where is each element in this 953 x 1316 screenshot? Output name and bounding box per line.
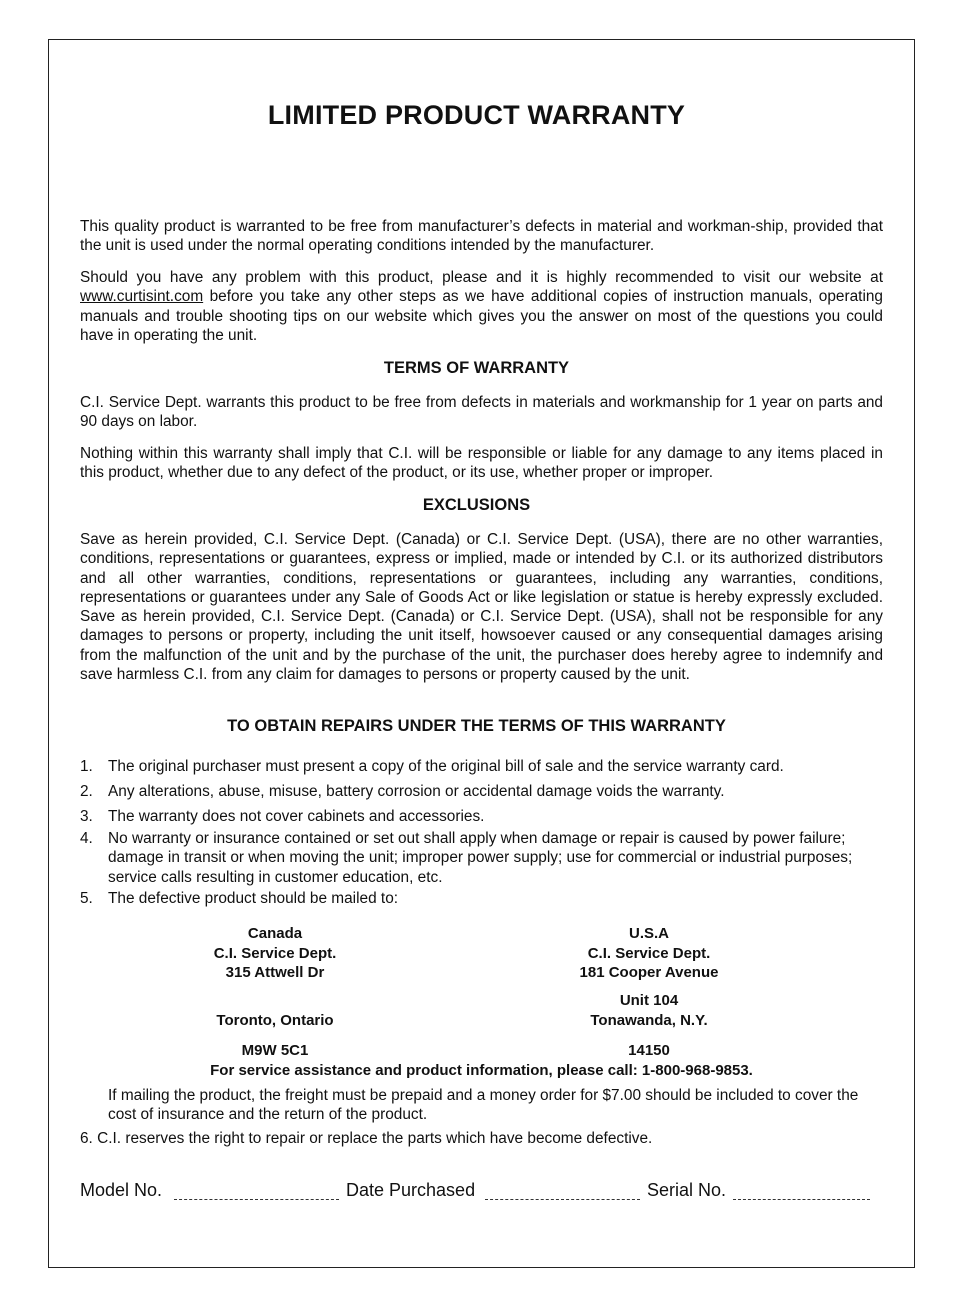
intro-paragraph-1: This quality product is warranted to be free from manufacturer’s defects in material and workman-ship, provided that the unit is used under the normal operating conditions intended by the manufacturer. <box>80 218 883 255</box>
intro-text-before-link: Should you have any problem with this product, please and it is highly recommended to visit our website at <box>80 269 883 286</box>
usa-address <box>539 924 759 983</box>
terms-paragraph-2: Nothing within this warranty shall imply that C.I. will be responsible or liable for any damage to any items placed in this product, whether due to any defect of the product, or its use, whether proper or improper. <box>80 445 883 482</box>
canada-city: Toronto, Ontario <box>216 1012 334 1029</box>
canada-postal: M9W 5C1 <box>241 1042 309 1059</box>
website-link[interactable]: www.curtisint.com <box>80 288 204 306</box>
model-field[interactable] <box>174 1199 339 1200</box>
exclusions-heading: EXCLUSIONS <box>422 496 531 514</box>
repairs-heading: TO OBTAIN REPAIRS UNDER THE TERMS OF THIS WARRANTY <box>227 717 726 735</box>
canada-dept: C.I. Service Dept. <box>213 944 337 962</box>
serial-label: Serial No. <box>647 1180 727 1200</box>
usa-dept: C.I. Service Dept. <box>587 944 711 962</box>
intro-text-after-link: before you take any other steps as we have additional copies of instruction manuals, operating manuals and trouble shooting tips on our website which gives you the answer on most of the questions you could have in operating the unit. <box>80 288 883 344</box>
terms-paragraph-1: C.I. Service Dept. warrants this product to be free from defects in materials and workmanship for 1 year on parts and 90 days on labor. <box>80 394 883 431</box>
usa-city: Tonawanda, N.Y. <box>590 1012 708 1029</box>
date-field[interactable] <box>485 1199 640 1200</box>
canada-street: 315 Attwell Dr <box>225 964 325 981</box>
usa-country: U.S.A <box>628 925 669 942</box>
terms-heading: TERMS OF WARRANTY <box>383 359 570 377</box>
intro-paragraph-2 <box>80 268 883 345</box>
usa-postal: 14150 <box>628 1042 670 1059</box>
list-item-6: 6. C.I. reserves the right to repair or replace the parts which have become defective. <box>80 1130 653 1147</box>
page-title: LIMITED PRODUCT WARRANTY <box>267 100 686 130</box>
canada-address <box>175 924 375 983</box>
model-label: Model No. <box>80 1180 163 1200</box>
usa-unit: Unit 104 <box>619 992 679 1009</box>
usa-street: 181 Cooper Avenue <box>579 964 719 981</box>
service-phone: For service assistance and product information, please call: 1-800-968-9853. <box>210 1062 753 1079</box>
mailing-note: If mailing the product, the freight must be prepaid and a money order for $7.00 should be included to cover the cost of insurance and the return of the product. <box>108 1087 859 1124</box>
serial-field[interactable] <box>733 1199 870 1200</box>
exclusions-paragraph: Save as herein provided, C.I. Service Dept. (Canada) or C.I. Service Dept. (USA), there are no other warranties, conditions, representations or guarantees, express or implied, made or intended by C.I. or its authorized distributors and all other warranties, conditions, representations or guarantees, including any warranties, conditions, representations or guarantees under any Sale of Goods Act or like legislation or statue is hereby expressly excluded. Save as herein provided, C.I. Service Dept. (Canada) or C.I. Service Dept. (USA), shall not be responsible for any damages to persons or property, including the unit itself, howsoever caused or any consequential damages arising from the malfunction of the unit and by the purchase of the unit, the purchaser does hereby agree to indemnify and save harmless C.I. from any claim for damages to persons or property caused by the unit. <box>80 531 883 684</box>
date-label: Date Purchased <box>346 1180 476 1200</box>
canada-country: Canada <box>247 925 303 942</box>
